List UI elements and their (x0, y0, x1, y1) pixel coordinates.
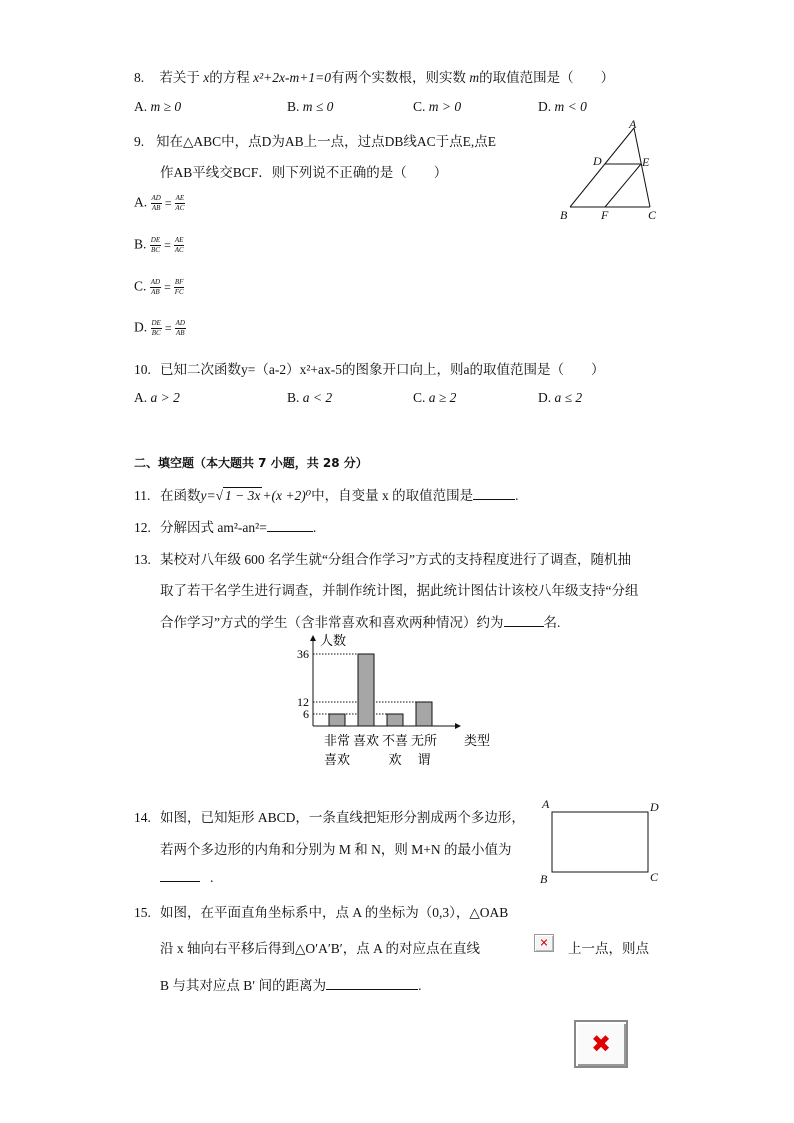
q12-number: 12. (134, 520, 151, 535)
label-e: E (642, 155, 650, 169)
q9-stem-line1 (134, 130, 496, 150)
q11-text-before: 在函数 (160, 488, 201, 503)
q14-number: 14. (134, 810, 151, 825)
fraction (174, 278, 185, 297)
q10-option-d[interactable] (538, 390, 582, 406)
q14-stem-line2: 若两个多边形的内角和分别为 M 和 N，则 M+N 的最小值为 (160, 842, 512, 857)
fraction (174, 236, 185, 255)
frac-den: AB (151, 204, 161, 212)
q11-end: . (515, 488, 519, 503)
option-label: C. (134, 278, 147, 294)
q14-stem-line1 (134, 806, 525, 826)
option-text: m > 0 (428, 99, 462, 114)
q8-option-b[interactable] (287, 99, 333, 115)
frac-den: BC (150, 246, 160, 254)
q15-stem-line2b: 上一点，则点 (568, 941, 649, 956)
x-category-label: 谓 (417, 753, 431, 768)
frac-num: DE (150, 236, 161, 244)
fraction (175, 319, 186, 338)
label-d: D (593, 154, 602, 168)
q13-stem-line1 (134, 548, 631, 568)
y-tick-label: 36 (297, 647, 309, 661)
q11-sqrt-content: 1 − 3x (225, 488, 261, 503)
x-category-label: 不喜 (381, 734, 409, 749)
q8-number: 8. (134, 70, 145, 85)
q9-line1: 知在△ABC中，点D为AB上一点，过点DB线AC于点E,点E (156, 134, 497, 149)
option-label: B. (287, 99, 300, 114)
option-text: m ≥ 0 (150, 99, 182, 114)
q12-answer-blank[interactable] (267, 519, 313, 532)
q9-option-a[interactable] (134, 194, 185, 213)
q9-option-c[interactable] (134, 278, 184, 297)
bar-1 (329, 714, 345, 726)
option-text: a ≤ 2 (554, 390, 583, 405)
option-text: a ≥ 2 (428, 390, 457, 405)
q13-bar-chart (280, 628, 510, 770)
fraction (151, 319, 162, 338)
option-label: D. (538, 390, 552, 405)
label-a: A (542, 797, 550, 811)
option-text: a > 2 (150, 390, 180, 405)
label-c: C (650, 870, 659, 884)
q8-option-c[interactable] (413, 99, 461, 115)
q10-stem (134, 358, 605, 378)
q11-stem (134, 484, 519, 504)
label-f: F (601, 208, 609, 222)
y-axis-label: 人数 (320, 634, 347, 649)
q15-answer-blank[interactable] (326, 977, 418, 990)
q11-number: 11. (134, 488, 151, 503)
option-label: D. (538, 99, 552, 114)
q9-option-d[interactable] (134, 319, 186, 338)
frac-den: BC (151, 329, 161, 337)
equals-sign: = (164, 280, 171, 294)
y-tick-label: 6 (303, 707, 309, 721)
option-label: A. (134, 99, 148, 114)
q10-text: 已知二次函数y=（a-2）x²+ax-5的图象开口向上，则a的取值范围是（ ） (160, 362, 605, 377)
label-b: B (560, 208, 568, 222)
q14-rectangle-figure (536, 794, 666, 886)
option-label: B. (134, 236, 147, 252)
q15-stem-line1 (134, 901, 508, 921)
broken-image-icon (534, 934, 554, 952)
section-title: 二、填空题（本大题共 7 小题，共 28 分） (134, 456, 368, 470)
x-axis-label: 类型 (464, 734, 491, 749)
q14-end: . (210, 870, 214, 885)
frac-num: AD (150, 278, 161, 286)
frac-num: BF (174, 278, 184, 286)
fraction (150, 236, 161, 255)
frac-num: DE (151, 319, 161, 327)
x-category-label: 喜欢 (352, 734, 380, 749)
sqrt-sign: √ (215, 488, 224, 503)
option-label: C. (413, 99, 426, 114)
q15-number: 15. (134, 905, 151, 920)
fraction (175, 194, 186, 213)
q8-var-m: m (469, 70, 480, 85)
x-category-label: 非常 (323, 734, 351, 749)
q8-text-mid: 的方程 (209, 70, 250, 85)
label-a: A (629, 118, 637, 131)
option-label: D. (134, 319, 148, 335)
q8-option-a[interactable] (134, 99, 181, 115)
q15-stem-line3 (160, 974, 421, 994)
q9-stem-line2: 作AB平线交BCF．则下列说不正确的是（ ） (160, 165, 448, 180)
q8-text-end: 的取值范围是（ ） (479, 70, 615, 85)
q13-end: 名. (543, 615, 561, 630)
option-text: m ≤ 0 (302, 99, 334, 114)
q11-func-y: y= (200, 488, 216, 503)
q15-stem-line2a: 沿 x 轴向右平移后得到△O′A′B′，点 A 的对应点在直线 (160, 941, 480, 956)
close-icon: ✖ (590, 1030, 612, 1058)
frac-num: AE (175, 194, 185, 202)
broken-image-placeholder (574, 1020, 628, 1068)
q14-answer-blank[interactable] (160, 869, 200, 882)
frac-den: FC (174, 288, 184, 296)
q13-stem-line2: 取了若干名学生进行调查，并制作统计图，据此统计图估计该校八年级支持“分组 (160, 583, 639, 598)
q14-stem-line3 (160, 869, 213, 886)
equals-sign: = (164, 196, 172, 210)
frac-den: AC (175, 204, 185, 212)
label-d: D (650, 800, 659, 814)
frac-num: AD (151, 194, 161, 202)
bar-2 (358, 654, 374, 726)
q11-answer-blank[interactable] (473, 487, 515, 500)
q15-end: . (418, 978, 422, 993)
frac-den: AB (176, 329, 185, 337)
close-icon: ✕ (539, 936, 549, 950)
q12-end: . (312, 520, 317, 535)
segment-ef (605, 164, 641, 207)
option-label: A. (134, 390, 148, 405)
equals-sign: = (164, 321, 172, 335)
q15-line3: B 与其对应点 B′ 间的距离为 (160, 978, 327, 993)
side-ab (570, 128, 634, 207)
q10-option-c[interactable] (413, 390, 456, 406)
rectangle-abcd (552, 812, 648, 872)
frac-den: AC (174, 246, 184, 254)
q13-line1: 某校对八年级 600 名学生就“分组合作学习”方式的支持程度进行了调查，随机抽 (160, 552, 631, 567)
q8-text-before: 若关于 (159, 70, 200, 85)
q10-number: 10. (134, 362, 151, 377)
label-b: B (540, 872, 548, 886)
option-text: m < 0 (554, 99, 587, 114)
bar-4 (416, 702, 432, 726)
q9-number: 9. (134, 134, 145, 149)
equals-sign: = (164, 238, 171, 252)
label-c: C (648, 208, 657, 222)
option-text: a < 2 (302, 390, 333, 405)
q10-option-a[interactable] (134, 390, 180, 406)
q13-answer-blank[interactable] (504, 614, 544, 627)
x-category-label: 无所 (410, 734, 438, 749)
q9-option-b[interactable] (134, 236, 184, 255)
q12-stem (134, 516, 316, 536)
q8-equation: x²+2x-m+1=0 (253, 70, 331, 85)
q9-triangle-figure (556, 118, 666, 224)
q8-option-d[interactable] (538, 99, 587, 115)
option-label: C. (413, 390, 426, 405)
q11-func-rest: +(x +2)⁰ (262, 488, 312, 503)
q10-option-b[interactable] (287, 390, 332, 406)
option-label: A. (134, 194, 148, 210)
fraction (151, 194, 162, 213)
x-category-label: 欢 (388, 753, 402, 768)
frac-num: AD (175, 319, 185, 327)
q8-stem (134, 66, 614, 86)
q13-line3: 合作学习”方式的学生（含非常喜欢和喜欢两种情况）约为 (160, 615, 504, 630)
fraction (150, 278, 161, 297)
option-label: B. (287, 390, 300, 405)
q8-text-after: 有两个实数根，则实数 (330, 70, 466, 85)
y-tick-label: 12 (297, 695, 309, 709)
x-category-label: 喜欢 (323, 753, 351, 768)
q13-number: 13. (134, 552, 151, 567)
q15-line1: 如图，在平面直角坐标系中，点 A 的坐标为（0,3），△OAB (160, 905, 509, 920)
frac-num: AE (174, 236, 184, 244)
bar-3 (387, 714, 403, 726)
frac-den: AB (151, 288, 160, 296)
q12-text: 分解因式 am²-an²= (160, 520, 267, 535)
q8-var-x: x (203, 70, 210, 85)
q14-line1: 如图，已知矩形 ABCD，一条直线把矩形分割成两个多边形， (160, 810, 525, 825)
q11-text-after: 中，自变量 x 的取值范围是 (311, 488, 474, 503)
